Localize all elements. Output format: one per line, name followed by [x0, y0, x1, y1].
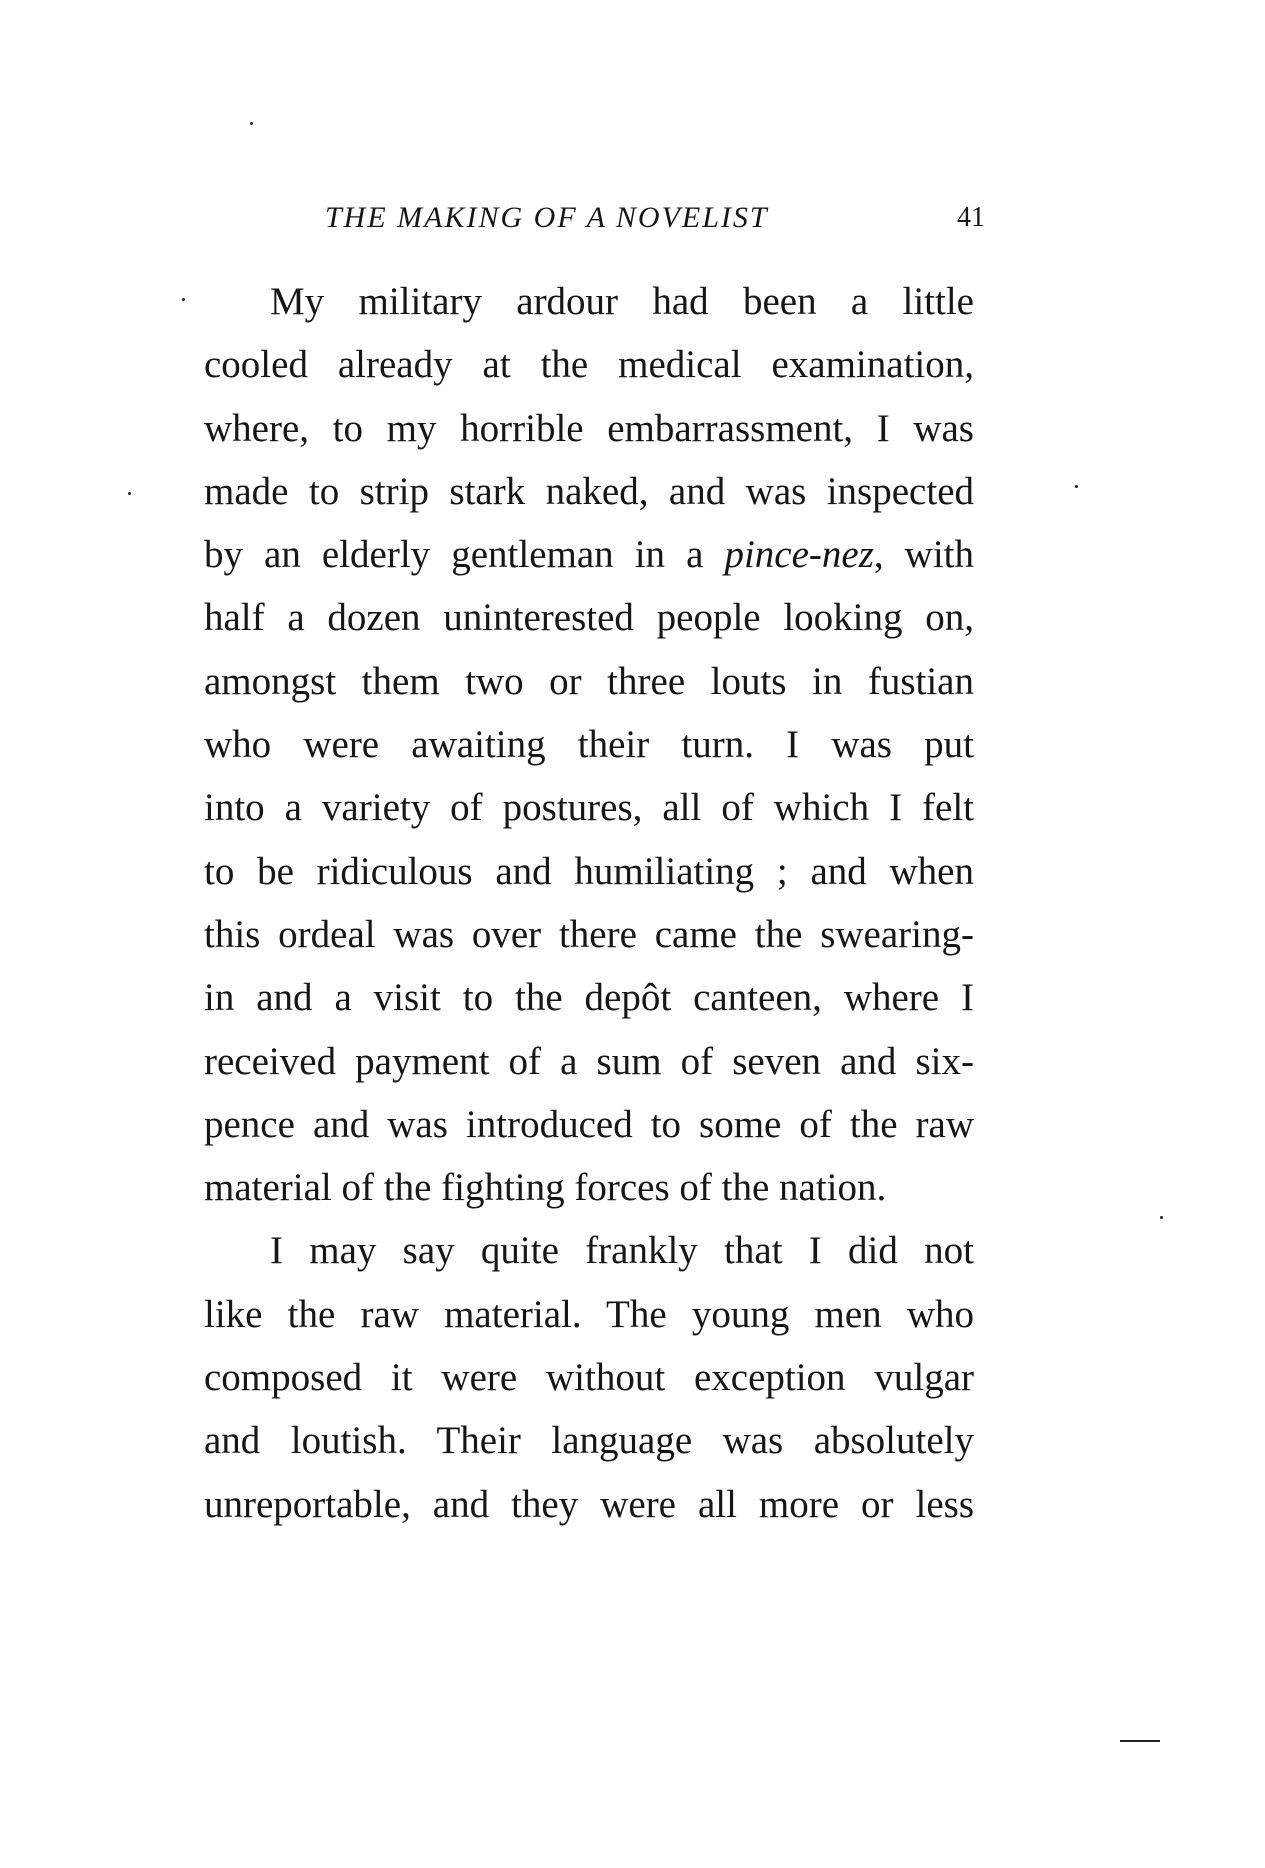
text-line: into a variety of postures, all of which I felt: [204, 786, 974, 830]
text-line: to be ridiculous and humiliating ; and when: [204, 849, 974, 893]
text-line: made to strip stark naked, and was inspected: [204, 469, 974, 513]
scan-speck: [1075, 485, 1078, 488]
text-line: amongst them two or three louts in fustian: [204, 659, 974, 703]
text-line: cooled already at the medical examination,: [204, 343, 974, 387]
page-header: [325, 198, 985, 238]
body-text: [204, 270, 974, 1536]
text-line: received payment of a sum of seven and six-: [204, 1039, 974, 1083]
running-title: THE MAKING OF A NOVELIST: [325, 201, 769, 234]
text-line: [204, 523, 974, 586]
text-line: My military ardour had been a little: [270, 280, 974, 323]
italic-phrase: pince-nez: [724, 533, 874, 577]
text-line: where, to my horrible embarrassment, I was: [204, 406, 974, 450]
text-line: unreportable, and they were all more or less: [204, 1482, 974, 1526]
text-line: this ordeal was over there came the swearing-: [204, 912, 974, 956]
text-segment: , with: [873, 533, 975, 577]
text-line: in and a visit to the depôt canteen, where I: [204, 976, 974, 1020]
text-line: and loutish. Their language was absolutely: [204, 1419, 974, 1463]
text-line: composed it were without exception vulgar: [204, 1356, 974, 1400]
text-line: pence and was introduced to some of the raw: [204, 1102, 974, 1146]
text-line: half a dozen uninterested people looking on,: [204, 596, 974, 640]
scan-speck: [128, 492, 131, 495]
scan-speck: [1160, 1216, 1163, 1219]
text-line: material of the fighting forces of the nation.: [204, 1166, 887, 1210]
scan-speck: [250, 122, 253, 125]
text-line: who were awaiting their turn. I was put: [204, 723, 974, 767]
text-segment: by an elderly gentleman in a: [204, 533, 725, 577]
text-line: I may say quite frankly that I did not: [270, 1229, 974, 1273]
scan-rule: [1120, 1740, 1160, 1742]
scan-speck: [182, 298, 185, 301]
text-line: like the raw material. The young men who: [204, 1292, 974, 1336]
page-number: 41: [957, 202, 985, 233]
